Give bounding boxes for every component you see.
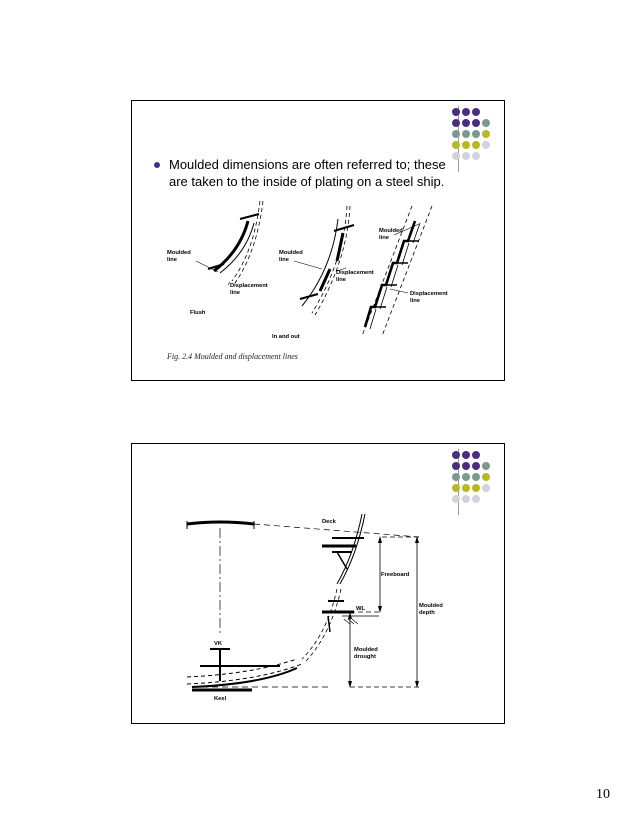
- moulded-line-label-3: Moulded: [379, 228, 403, 234]
- moulded-drought-label-b: drought: [354, 654, 376, 660]
- bullet-text: Moulded dimensions are often referred to; these are taken to the inside of plating on a steel ship.: [169, 157, 446, 189]
- vk-label: VK: [214, 641, 223, 647]
- freeboard-label: Freeboard: [381, 572, 410, 578]
- displacement-line-label-1b: line: [230, 290, 240, 296]
- slide-2: [131, 443, 505, 724]
- flush-section-drawing: [196, 201, 263, 285]
- displacement-line-label-3: Displacement: [410, 291, 448, 297]
- moulded-displacement-figure: [132, 101, 506, 382]
- in-and-out-label: In and out: [272, 334, 300, 340]
- slide-1: [131, 100, 505, 381]
- deck-beam: [187, 522, 254, 524]
- wl-label: WL: [356, 606, 366, 612]
- displacement-line-label-3b: line: [410, 298, 420, 304]
- page-number: 10: [596, 787, 610, 802]
- moulded-depth-label-b: depth: [419, 610, 435, 616]
- moulded-drought-label: Moulded: [354, 647, 378, 653]
- moulded-line-label-3b: line: [379, 235, 389, 241]
- keel-label: Keel: [214, 696, 227, 702]
- figure-caption: Fig. 2.4 Moulded and displacement lines: [167, 352, 298, 361]
- moulded-line-label-2b: line: [279, 257, 289, 263]
- in-and-out-section-drawing: [294, 206, 354, 315]
- freeboard-depth-figure: [132, 444, 506, 725]
- moulded-line-label-2: Moulded: [279, 250, 303, 256]
- moulded-depth-label: Moulded: [419, 603, 443, 609]
- displacement-line-label-1: Displacement: [230, 283, 268, 289]
- displacement-line-label-2: Displacement: [336, 270, 374, 276]
- deck-label: Deck: [322, 519, 336, 525]
- moulded-line-label-1: Moulded: [167, 250, 191, 256]
- displacement-line-label-2b: line: [336, 277, 346, 283]
- flush-label: Flush: [190, 310, 206, 316]
- moulded-line-label-1b: line: [167, 257, 177, 263]
